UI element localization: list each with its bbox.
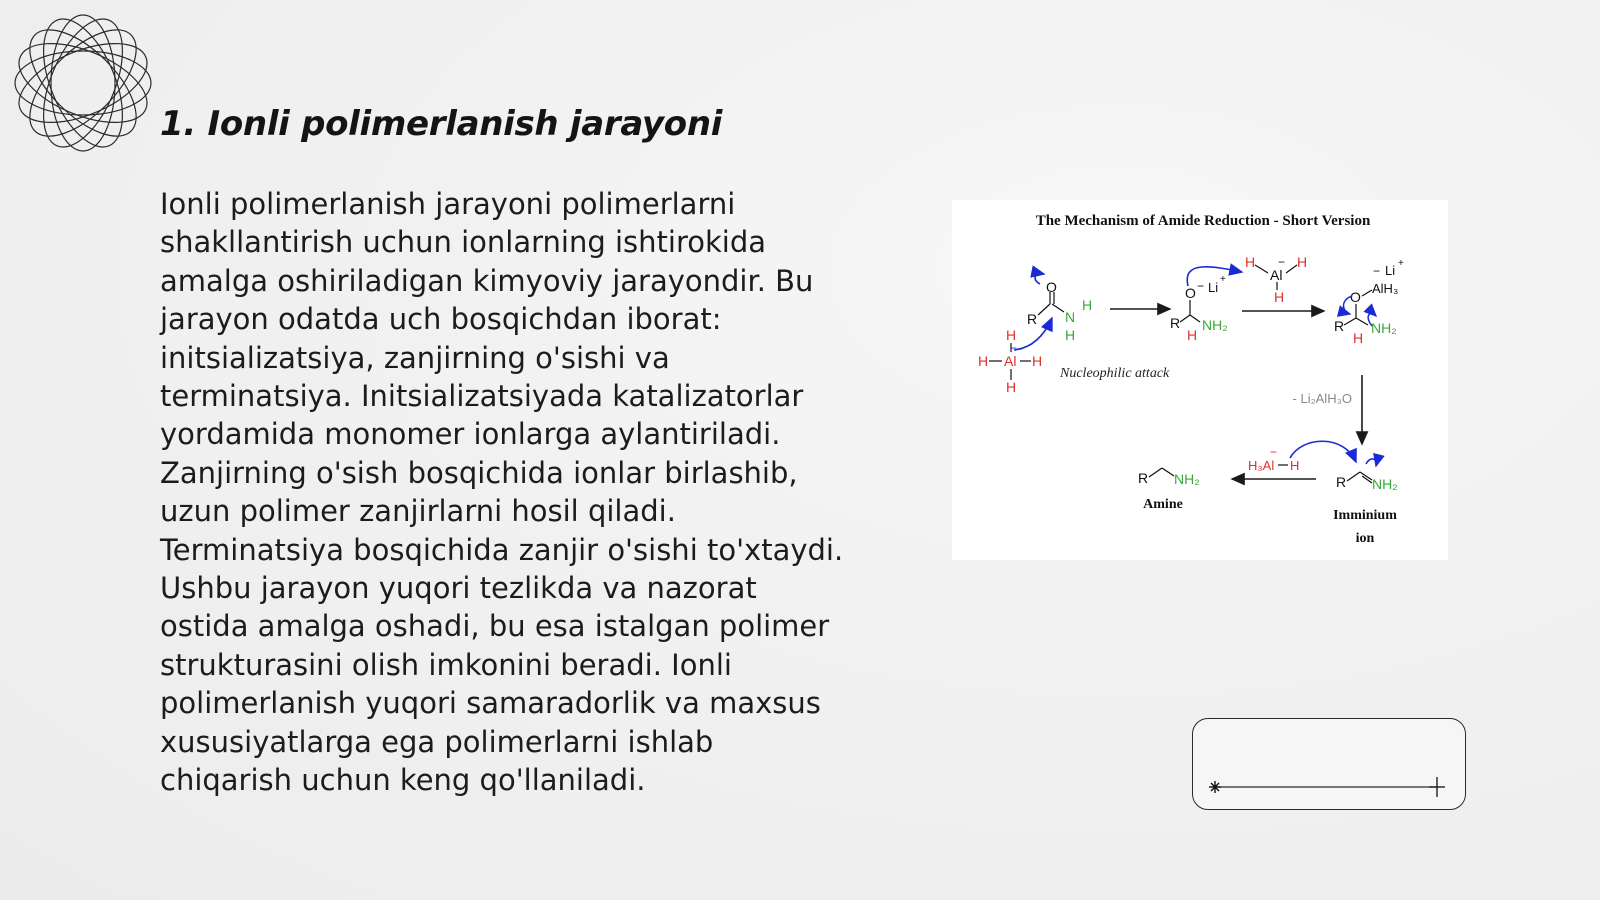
svg-text:R: R: [1138, 470, 1149, 486]
svg-text:−: −: [1270, 445, 1278, 459]
svg-text:−: −: [1278, 255, 1286, 269]
imminium-label-line2: ion: [1355, 531, 1375, 546]
svg-text:H: H: [1065, 327, 1076, 343]
svg-text:R: R: [1170, 315, 1181, 331]
svg-text:NH₂: NH₂: [1202, 317, 1228, 333]
mechanism-diagram: [952, 200, 1448, 560]
svg-text:−: −: [1373, 264, 1381, 278]
svg-text:H: H: [1006, 379, 1017, 395]
svg-text:NH₂: NH₂: [1174, 471, 1200, 487]
tetrahedral-intermediate: [1170, 254, 1307, 343]
svg-text:H: H: [1353, 330, 1364, 346]
amide-molecule: [1027, 274, 1092, 343]
svg-text:N: N: [1065, 309, 1076, 325]
media-progress-bar[interactable]: [1193, 719, 1465, 809]
nucleophilic-attack-label: Nucleophilic attack: [1060, 366, 1170, 381]
svg-text:−: −: [1197, 279, 1205, 293]
figure-title: The Mechanism of Amide Reduction - Short Version: [1035, 213, 1371, 229]
amine-molecule: [1138, 468, 1200, 487]
spirograph-logo-icon: [8, 8, 158, 158]
sparkle-icon[interactable]: [1209, 781, 1221, 793]
crosshair-icon[interactable]: [1429, 777, 1445, 797]
svg-text:+: +: [1398, 258, 1404, 269]
svg-text:H: H: [1082, 297, 1093, 313]
svg-text:H: H: [1245, 254, 1256, 270]
svg-text:+: +: [1220, 274, 1226, 285]
h3al-h-reagent: [1248, 441, 1356, 473]
imminium-ion: [1336, 459, 1398, 492]
svg-text:O: O: [1046, 279, 1057, 295]
svg-text:O: O: [1185, 285, 1196, 301]
svg-text:H: H: [1290, 458, 1300, 473]
svg-text:O: O: [1350, 289, 1361, 305]
svg-text:R: R: [1336, 474, 1347, 490]
svg-text:H: H: [978, 353, 989, 369]
svg-text:R: R: [1334, 318, 1345, 334]
svg-text:Al: Al: [1004, 353, 1017, 369]
alkoxide-intermediate: [1334, 258, 1404, 346]
slide-title: 1. Ionli polimerlanish jarayoni: [160, 104, 723, 144]
svg-text:Al: Al: [1270, 267, 1283, 283]
amine-label: Amine: [1143, 497, 1183, 512]
svg-text:NH₂: NH₂: [1371, 320, 1397, 336]
imminium-label-line1: Imminium: [1333, 508, 1397, 523]
svg-text:−: −: [1010, 341, 1018, 355]
svg-text:R: R: [1027, 311, 1038, 327]
body-paragraph: Ionli polimerlanish jarayoni polimerlarni shakllantirish uchun ionlarning ishtirokida amalga oshiriladigan kimyoviy jarayondir. Bu jarayon odatda uch bosqichdan iborat: initsializatsiya, zanjirning o'sishi va terminatsiya. Initsializatsiyada katalizatorlar yordamida monomer ionlarga aylantiriladi. Zanjirning o'sish bosqichida ionlar birlashib, uzun polimer zanjirlarni hosil qiladi. Terminatsiya bosqichida zanjir o'sishi to'xtaydi. Ushbu jarayon yuqori tezlikda va nazorat ostida amalga oshadi, bu esa istalgan polimer strukturasini olish imkonini beradi. Ionli polimerlanish yuqori samaradorlik va maxsus xususiyatlarga ega polimerlarni ishlab chiqarish uchun keng qo'llaniladi.: [160, 187, 844, 798]
svg-text:Li: Li: [1208, 280, 1219, 295]
lialh4-molecule: [978, 318, 1052, 395]
media-control[interactable]: [1192, 718, 1466, 810]
svg-text:H₃Al: H₃Al: [1248, 458, 1275, 473]
svg-text:Li: Li: [1385, 263, 1396, 278]
svg-text:H: H: [1187, 327, 1198, 343]
amide-reduction-figure: [952, 200, 1448, 560]
svg-text:H: H: [1297, 254, 1308, 270]
svg-text:H: H: [1274, 289, 1285, 305]
svg-text:H: H: [1032, 353, 1043, 369]
svg-text:H: H: [1006, 327, 1017, 343]
svg-text:AlH₃: AlH₃: [1372, 281, 1399, 296]
svg-text:NH₂: NH₂: [1372, 476, 1398, 492]
byproduct-label: - Li₂AlH₃O: [1292, 391, 1352, 406]
